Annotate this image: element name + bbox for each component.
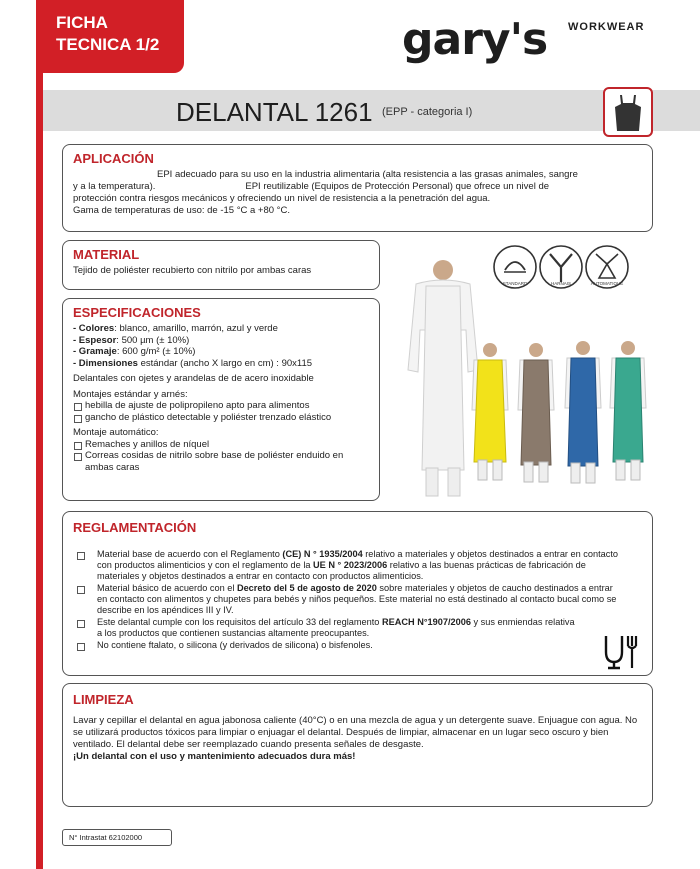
material-heading: MATERIAL — [73, 247, 140, 262]
intrastat-code: N° Intrastat 62102000 — [62, 829, 172, 846]
spec-ojetes: Delantales con ojetes y arandelas de de acero inoxidable — [73, 373, 314, 384]
aplicacion-line2b: EPI reutilizable (Equipos de Protección Personal) que ofrece un nivel de — [245, 181, 550, 192]
especificaciones-heading: ESPECIFICACIONES — [73, 305, 201, 320]
reglamentacion-section — [62, 511, 653, 676]
list-item: No contiene ftalato, o silicona (y derivados de silicona) o bisfenoles. — [73, 640, 642, 651]
automatic-mount-icon — [586, 246, 628, 288]
brand-logo — [402, 12, 662, 66]
spec-dimensiones: - Dimensiones estándar (ancho X largo en cm) : 90x115 — [73, 357, 313, 369]
svg-text:HARNAIS: HARNAIS — [550, 281, 572, 286]
svg-text:STANDARD: STANDARD — [502, 281, 528, 286]
product-photo-area — [388, 240, 653, 500]
material-text: Tejido de poliéster recubierto con nitrilo por ambas caras — [73, 265, 312, 276]
blue-apron-model — [565, 341, 601, 483]
apron-icon — [603, 87, 653, 137]
list-item: Material básico de acuerdo con el Decreto del 5 de agosto de 2020 sobre materiales y objetos de caucho destinados a entrar en contacto con alimentos y chupetes para bebés y niños pequeños. Este material no está destinado al contacto bucal como se describe en los apéndices III y IV. — [73, 583, 642, 616]
limpieza-bold-line: ¡Un delantal con el uso y mantenimiento adecuados dura más! — [73, 751, 356, 762]
food-contact-icon — [602, 632, 642, 670]
yellow-apron-model — [472, 343, 508, 480]
ficha-tecnica-tab — [36, 0, 184, 73]
spec-montaje-automatico: Montaje automático: — [73, 427, 159, 438]
svg-text:AUTOMATIQUE: AUTOMATIQUE — [590, 281, 624, 286]
ficha-tab-line2: TECNICA 1/2 — [56, 35, 160, 54]
standard-mount-icon — [494, 246, 536, 288]
green-apron-model — [610, 341, 646, 480]
spec-colores: - Colores: blanco, amarillo, marrón, azul y verde — [73, 323, 278, 334]
harness-mount-icon — [540, 246, 582, 288]
list-item: Este delantal cumple con los requisitos del artículo 33 del reglamento REACH N°1907/2006 y sus enmiendas relativa a los productos que contienen sustancias altamente preocupantes. — [73, 617, 642, 639]
material-section — [62, 240, 380, 290]
limpieza-heading: LIMPIEZA — [73, 692, 134, 707]
limpieza-section — [62, 683, 653, 807]
aplicacion-line1: EPI adecuado para su uso en la industria alimentaria (alta resistencia a las grasas animales, sangre — [157, 169, 578, 180]
left-accent-bar — [36, 0, 43, 869]
brand-name: gary's — [402, 14, 548, 65]
list-item: Material base de acuerdo con el Reglamento (CE) N ° 1935/2004 relativo a materiales y objetos destinados a entrar en contacto con productos alimenticios y con el reglamento de la UE N ° 2023/2006 relativo a las buenas prácticas de fabricación de materiales y objetos destinados a entrar en contacto con productos alimenticios. — [73, 549, 642, 582]
list-item: Correas cosidas de nitrilo sobre base de poliéster enduido en ambas caras — [73, 450, 369, 473]
ficha-tab-line1: FICHA — [56, 13, 108, 32]
list-item: Remaches y anillos de níquel — [73, 439, 369, 451]
white-apron-model — [408, 260, 478, 496]
product-title: DELANTAL 1261 — [176, 97, 373, 127]
list-item: hebilla de ajuste de polipropileno apto para alimentos — [73, 400, 369, 412]
spec-espesor: - Espesor: 500 µm (± 10%) — [73, 334, 190, 346]
aplicacion-line3: protección contra riesgos mecánicos y ofreciendo un nivel de resistencia a la penetración del agua. — [73, 193, 491, 204]
brand-workwear-label: WORKWEAR — [568, 21, 645, 33]
product-category: (EPP - categoria I) — [382, 106, 473, 118]
brown-apron-model — [518, 343, 554, 482]
aplicacion-heading: APLICACIÓN — [73, 151, 154, 166]
list-item: gancho de plástico detectable y poliéster trenzado elástico — [73, 412, 363, 424]
reglamentacion-heading: REGLAMENTACIÓN — [73, 520, 197, 535]
product-photo — [388, 240, 653, 500]
aplicacion-section — [62, 144, 653, 232]
spec-gramaje: - Gramaje: 600 g/m² (± 10%) — [73, 346, 196, 357]
aplicacion-line2 — [73, 181, 642, 193]
limpieza-text: Lavar y cepillar el delantal en agua jabonosa caliente (40°C) o en una mezcla de agua y un detergente suave. Enjuague con agua. No se utilizará productos tóxicos para limpiar o enjuagar el delantal. Después de limpiar, almacenar en un lugar seco oscuro y bien ventilado. El delantal debe ser reemplazado cuando presenta señales de desgaste. — [73, 715, 638, 750]
especificaciones-section — [62, 298, 380, 501]
aplicacion-line4: Gama de temperaturas de uso: de -15 °C a +80 °C. — [73, 205, 290, 216]
spec-montaje-estandar: Montajes estándar y arnés: — [73, 388, 188, 400]
aplicacion-line2a: y a la temperatura). — [73, 181, 156, 192]
